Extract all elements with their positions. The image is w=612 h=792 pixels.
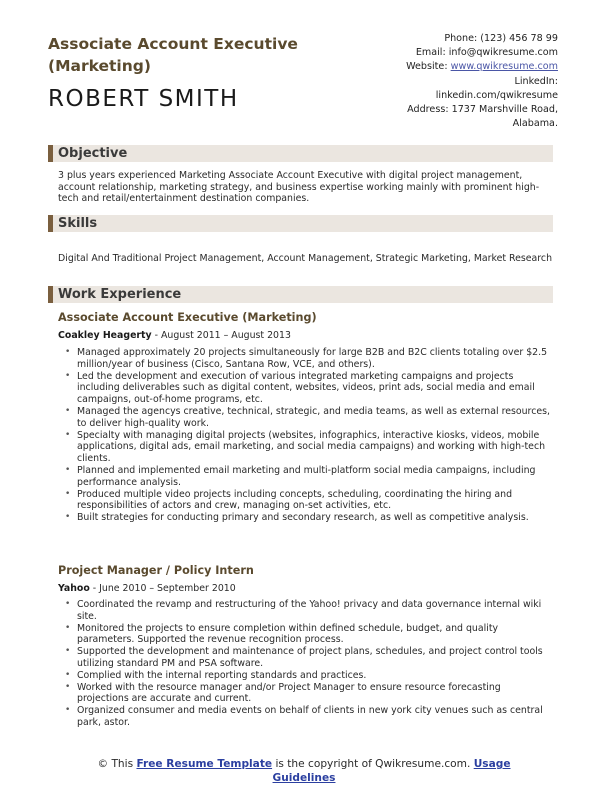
list-item: • Supported the development and maintenance of project plans, schedules, and project control tools utilizing standard PM and PSA software.: [58, 646, 550, 670]
list-item: • Produced multiple video projects including concepts, scheduling, coordinating the hiring and responsibilities of actors and crew, managing on-set activities, etc.: [58, 489, 550, 513]
section-work-experience-heading: Work Experience: [48, 286, 553, 303]
skills-text: Digital And Traditional Project Management, Account Management, Strategic Marketing, Market Research: [58, 253, 553, 264]
candidate-name: ROBERT SMITH: [48, 86, 239, 112]
job-1-title: Associate Account Executive (Marketing): [58, 311, 317, 324]
job-2-company: Yahoo: [58, 583, 90, 594]
list-item: • Worked with the resource manager and/or Project Manager to ensure resource forecasting projections are accurate and current.: [58, 682, 550, 706]
job-1-dates: - August 2011 – August 2013: [151, 330, 291, 341]
website-link[interactable]: www.qwikresume.com: [450, 61, 558, 73]
list-item: • Monitored the projects to ensure completion within defined schedule, budget, and quality parameters. Supported the revenue recognition process.: [58, 623, 550, 647]
usage-guidelines-link-part1[interactable]: Usage: [473, 758, 511, 770]
section-skills-heading: Skills: [48, 215, 553, 232]
contact-website: [406, 60, 558, 74]
address-line-2: Alabama.: [512, 118, 558, 130]
job-1-company-line: [58, 330, 291, 341]
linkedin-label: LinkedIn:: [514, 75, 558, 87]
objective-text: 3 plus years experienced Marketing Associate Account Executive with digital project management, account relationship, marketing strategy, and business expertise working mainly with prominent high-tech and retail/entertainment destination companies.: [58, 170, 540, 205]
job-2-dates: - June 2010 – September 2010: [89, 583, 236, 594]
footer-middle: is the copyright of Qwikresume.com.: [272, 758, 474, 770]
list-item: • Built strategies for conducting primary and secondary research, as well as competitive analysis.: [58, 512, 550, 524]
footer-prefix: © This: [97, 758, 137, 770]
list-item: • Specialty with managing digital projects (websites, infographics, interactive kiosks, videos, mobile applications, digital ads, email marketing, and social media campaigns) and working with high-tech clients.: [58, 430, 550, 465]
job-title: Associate Account Executive (Marketing): [48, 35, 298, 75]
job-2-title: Project Manager / Policy Intern: [58, 564, 254, 577]
website-label: Website:: [406, 61, 451, 73]
list-item: • Coordinated the revamp and restructuring of the Yahoo! privacy and data governance internal wiki site.: [58, 599, 550, 623]
list-item: • Led the development and execution of various integrated marketing campaigns and projects including deliverables such as digital content, websites, videos, print ads, social media and email campaigns, out-of-home programs, etc.: [58, 371, 550, 406]
contact-email: Email: info@qwikresume.com: [415, 47, 558, 59]
address-line-1: Address: 1737 Marshville Road,: [407, 104, 558, 116]
copyright-footer: [48, 757, 560, 785]
contact-block: [406, 32, 558, 131]
job-1-company: Coakley Heagerty: [58, 330, 152, 341]
free-resume-template-link[interactable]: Free Resume Template: [136, 758, 273, 770]
list-item: • Planned and implemented email marketing and multi-platform social media campaigns, including performance analysis.: [58, 465, 550, 489]
section-objective-heading: Objective: [48, 145, 553, 162]
list-item: • Managed approximately 20 projects simultaneously for large B2B and B2C clients totaling over $2.5 million/year of business (Cisco, Santana Row, VCE, and others).: [58, 347, 550, 371]
job-2-bullets: [58, 599, 550, 729]
list-item: • Organized consumer and media events on behalf of clients in new york city venues such as central park, astor.: [58, 705, 550, 729]
list-item: • Complied with the internal reporting standards and practices.: [58, 670, 550, 682]
list-item: • Managed the agencys creative, technical, strategic, and media teams, as well as external resources, to deliver high-quality work.: [58, 406, 550, 430]
job-2-company-line: [58, 583, 236, 594]
job-1-bullets: [58, 347, 550, 524]
usage-guidelines-link-part2[interactable]: Guidelines: [272, 772, 336, 784]
contact-phone: Phone: (123) 456 78 99: [444, 33, 558, 44]
linkedin-value: linkedin.com/qwikresume: [435, 89, 558, 101]
resume-header: [48, 30, 560, 130]
